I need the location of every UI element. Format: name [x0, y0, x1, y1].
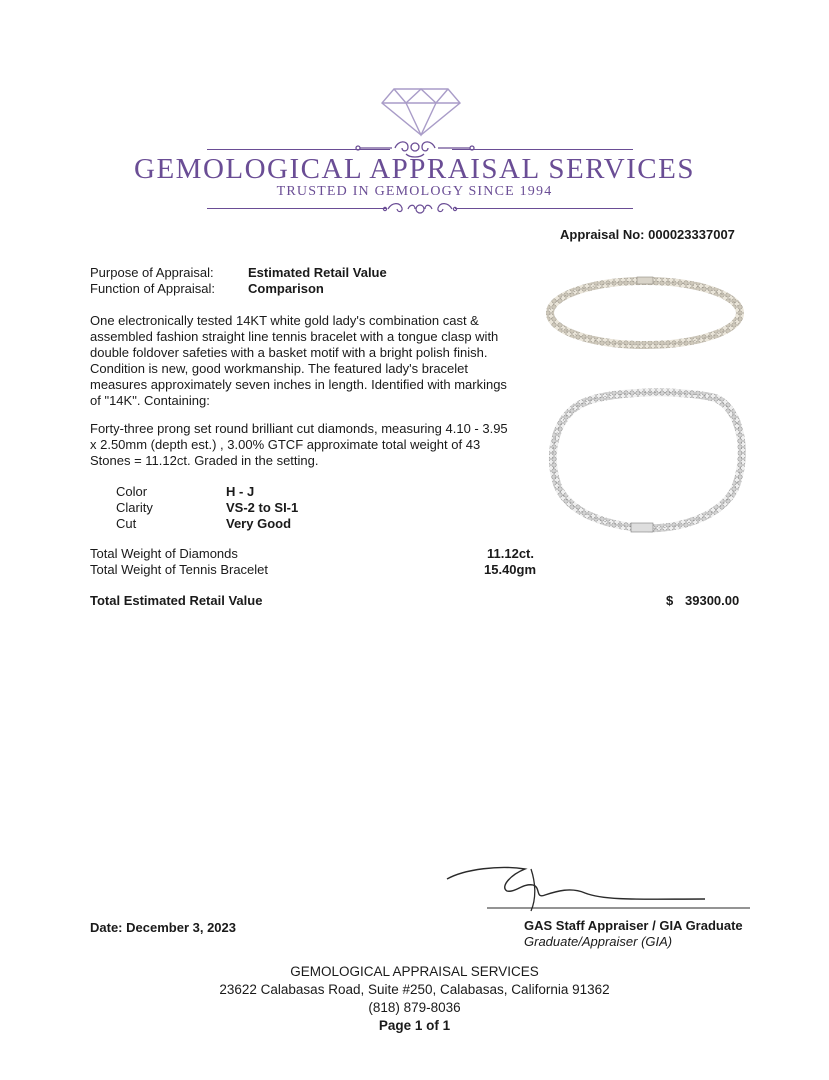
grading-cut-row [0, 516, 400, 532]
diamond-icon [380, 87, 462, 137]
grading-label: Color [116, 484, 148, 499]
bottom-rule-right [455, 208, 633, 209]
grading-label: Clarity [116, 500, 153, 515]
footer-page: Page 1 of 1 [378, 1018, 451, 1033]
footer-company: GEMOLOGICAL APPRAISAL SERVICES [290, 964, 539, 979]
bottom-flourish-icon [382, 199, 458, 219]
stones-description: Forty-three prong set round brilliant cut diamonds, measuring 4.10 - 3.95 x 2.50mm (depth est.) , 3.00% GTCF approximate total weight of 43 Stones = 11.12ct. Graded in the setting. [90, 421, 508, 468]
footer [0, 963, 829, 1035]
function-label: Function of Appraisal: [90, 281, 216, 296]
appraisal-number-label: Appraisal No: [560, 227, 645, 242]
appraisal-date [90, 920, 236, 936]
bracelet-photo-side [545, 268, 745, 358]
purpose-label: Purpose of Appraisal: [90, 265, 214, 280]
grading-value: H - J [226, 484, 255, 499]
retail-value-label: Total Estimated Retail Value [90, 593, 263, 608]
appraisal-number-value: 000023337007 [648, 227, 735, 242]
function-value: Comparison [248, 281, 324, 296]
top-rule-right [452, 149, 633, 150]
total-bracelet-value: 15.40gm [484, 562, 537, 577]
total-diamonds-label: Total Weight of Diamonds [90, 546, 238, 561]
appraiser-subtitle: Graduate/Appraiser (GIA) [524, 934, 673, 949]
total-bracelet-label: Total Weight of Tennis Bracelet [90, 562, 269, 577]
grading-color-row [0, 484, 400, 500]
appraisal-number [560, 227, 735, 243]
total-diamonds-value: 11.12ct. [487, 546, 534, 561]
appraiser-title: GAS Staff Appraiser / GIA Graduate [524, 918, 743, 933]
brand-name: GEMOLOGICAL APPRAISAL SERVICES [134, 153, 695, 185]
date-label: Date: [90, 920, 123, 935]
grading-clarity-row [0, 500, 400, 516]
bottom-rule-left [207, 208, 387, 209]
grading-value: Very Good [226, 516, 292, 531]
signature-image [445, 855, 750, 915]
top-rule-left [207, 149, 390, 150]
purpose-value: Estimated Retail Value [248, 265, 387, 280]
date-value: December 3, 2023 [126, 920, 236, 935]
bracelet-photo-top [545, 384, 750, 534]
retail-amount: 39300.00 [685, 593, 740, 608]
grading-label: Cut [116, 516, 137, 531]
grading-value: VS-2 to SI-1 [226, 500, 299, 515]
brand-tagline: TRUSTED IN GEMOLOGY SINCE 1994 [276, 184, 553, 199]
retail-currency: $ [666, 593, 674, 608]
footer-address: 23622 Calabasas Road, Suite #250, Calabasas, California 91362 [219, 982, 610, 997]
footer-phone: (818) 879-8036 [368, 1000, 461, 1015]
item-description: One electronically tested 14KT white gold lady's combination cast & assembled fashion straight line tennis bracelet with a tongue clasp with double foldover safeties with a basket motif with a bright polish finish. Condition is new, good workmanship. The featured lady's bracelet measures approximately seven inches in length. Identified with markings of "14K". Containing: [90, 313, 507, 408]
